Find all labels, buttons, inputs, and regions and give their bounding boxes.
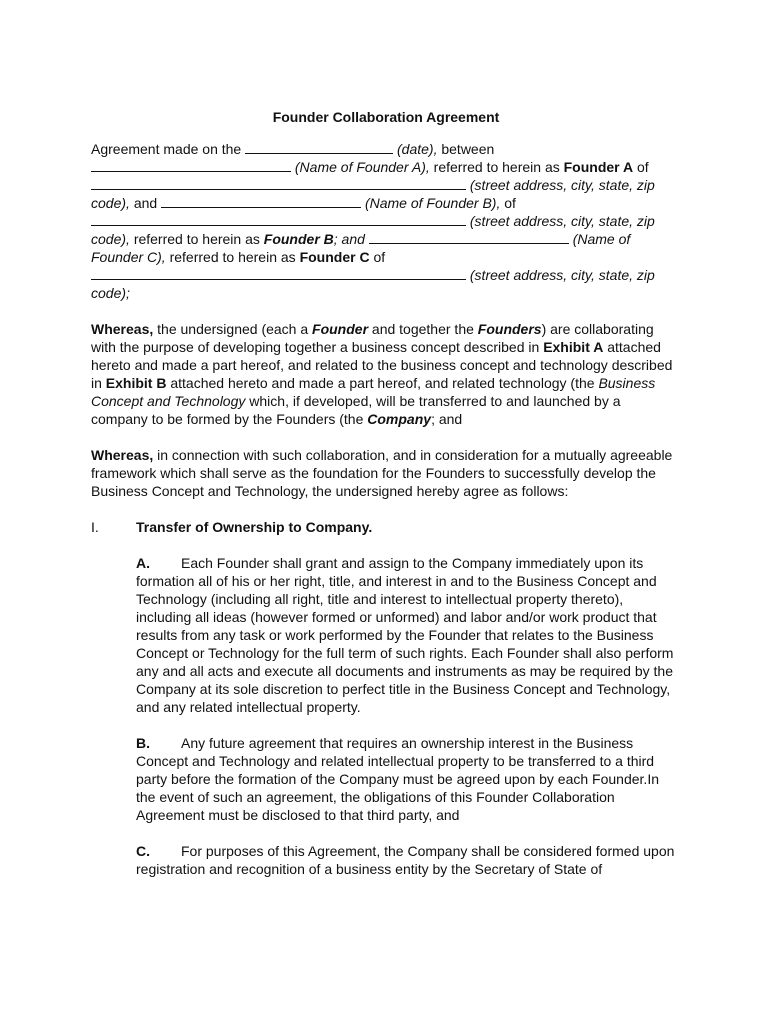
founder-c-address-label: (street address, city, state, zip code);: [91, 267, 655, 301]
whereas1-text-3: ) are collaborating with the purpose of developing together a business concept described in: [91, 321, 654, 355]
whereas1-text-1: the undersigned (each a: [157, 321, 309, 337]
clause-c: [136, 842, 681, 878]
founder-a-name-blank: [91, 158, 291, 172]
of-c-text: of: [373, 249, 386, 265]
intro-made-on: Agreement made on the: [91, 141, 242, 157]
between-text: between: [441, 141, 495, 157]
clause-c-letter: C.: [136, 843, 150, 859]
founder-b-address-blank: [91, 212, 466, 226]
and-text-2: ; and: [333, 231, 365, 247]
whereas-lead-2: Whereas,: [91, 447, 154, 463]
founder-c-name-blank: [369, 230, 569, 244]
referred-a-text: referred to herein as: [433, 159, 560, 175]
clause-c-text: For purposes of this Agreement, the Company shall be considered formed upon registration and recognition of a business entity by the Secretary of State of: [136, 843, 675, 877]
whereas1-text-4: attached hereto and made a part hereof, and related to the business concept and technology described in: [91, 339, 673, 391]
founder-c-name-label: (Name of Founder C),: [91, 231, 631, 265]
founder-b-name-blank: [161, 194, 361, 208]
founder-b-name-label: (Name of Founder B),: [364, 195, 501, 211]
clause-a-text: Each Founder shall grant and assign to the Company immediately upon its formation all of his or her right, title, and interest in and to the Business Concept and Technology (including all right, title and interest to intellectual property thereto), including all ideas (however formed or unformed) and labor and/or work product that results from any task or work performed by the Founder that relates to the Business Concept or Technology for the full term of such rights. Each Founder shall also perform any and all acts and execute all documents and instruments as may be required by the Company at its sole discretion to perfect title in the Business Concept and Technology, and any related intellectual property.: [136, 555, 674, 715]
whereas-paragraph-2: [91, 446, 681, 500]
section-1-number: I.: [91, 519, 99, 535]
whereas1-text-7: ; and: [431, 411, 463, 427]
clause-b-text: Any future agreement that requires an ownership interest in the Business Concept and Technology and related intellectual property to be transferred to a third party before the formation of the Company must be agreed upon by each Founder.In the event of such an agreement, the obligations of this Founder Collaboration Agreement must be disclosed to that third party, and: [136, 735, 659, 823]
clause-a-letter: A.: [136, 555, 150, 571]
and-text-1: and: [133, 195, 158, 211]
referred-c-text: referred to herein as: [169, 249, 296, 265]
founder-b-term: Founder B: [263, 231, 334, 247]
of-b-text: of: [504, 195, 516, 211]
founder-a-address-label: (street address, city, state, zip code),: [91, 177, 655, 211]
founder-a-address-blank: [91, 176, 466, 190]
founder-a-term: Founder A: [563, 159, 634, 175]
document-title: Founder Collaboration Agreement: [272, 109, 500, 125]
founders-defined-term: Founders: [477, 321, 542, 337]
founder-c-address-blank: [91, 266, 466, 280]
referred-b-text: referred to herein as: [133, 231, 260, 247]
whereas2-text: in connection with such collaboration, and in consideration for a mutually agreeable framework which shall serve as the foundation for the Founders to successfully develop the Business Concept and Technology, the undersigned hereby agree as follows:: [91, 447, 673, 499]
founder-c-term: Founder C: [299, 249, 370, 265]
bct-defined-term: Business Concept and Technology: [91, 375, 656, 409]
company-defined-term: Company: [367, 411, 432, 427]
whereas-paragraph-1: [91, 320, 681, 428]
founder-b-address-label: (street address, city, state, zip code),: [91, 213, 655, 247]
founder-defined-term: Founder: [312, 321, 369, 337]
section-1-heading: [91, 518, 681, 536]
intro-paragraph: [91, 140, 681, 302]
exhibit-a-ref: Exhibit A: [543, 339, 604, 355]
whereas1-text-2: and together the: [371, 321, 474, 337]
section-1-title: Transfer of Ownership to Company.: [136, 519, 373, 535]
whereas1-text-6: which, if developed, will be transferred to and launched by a company to be formed by the Founders (the: [91, 393, 621, 427]
clause-a: [136, 554, 681, 716]
document-page: [91, 108, 681, 896]
exhibit-b-ref: Exhibit B: [105, 375, 167, 391]
founder-a-name-label: (Name of Founder A),: [294, 159, 430, 175]
of-a-text: of: [637, 159, 649, 175]
date-label: (date),: [397, 141, 438, 157]
whereas1-text-5: attached hereto and made a part hereof, and related technology (the: [170, 375, 595, 391]
clause-b-letter: B.: [136, 735, 150, 751]
clause-b: [136, 734, 681, 824]
whereas-lead-1: Whereas,: [91, 321, 154, 337]
date-blank: [245, 140, 393, 154]
